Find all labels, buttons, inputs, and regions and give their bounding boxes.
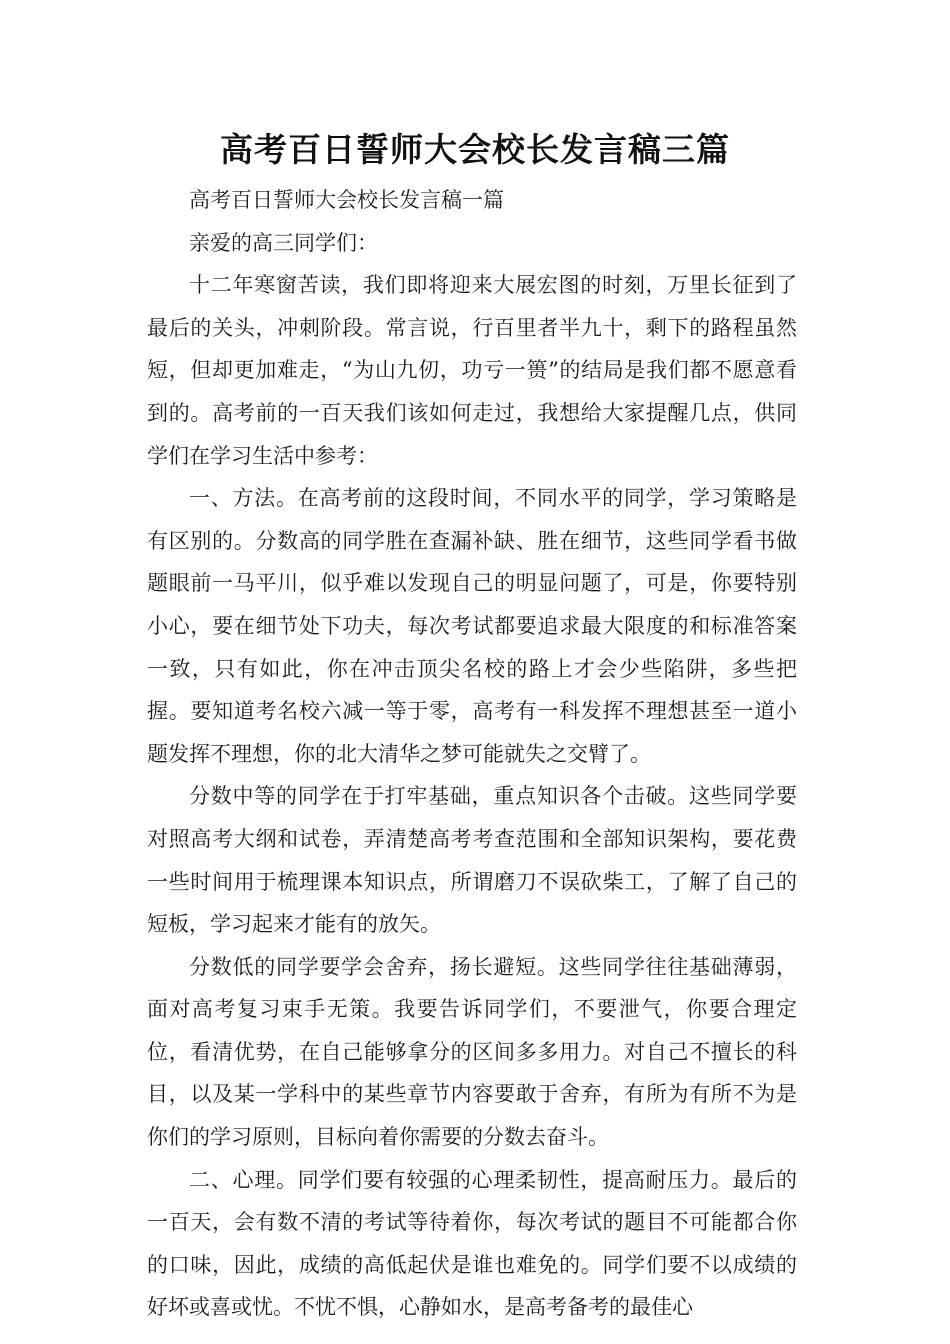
subtitle-paragraph: 高考百日誓师大会校长发言稿一篇 (189, 188, 504, 212)
body-paragraph: 二、心理。同学们要有较强的心理柔韧性，提高耐压力。最后的一百天，会有数不清的考试等待着你，每次考试的题目不可能都合你的口味，因此，成绩的高低起伏是谁也难免的。同学们要不以成绩的好坏或喜或忧。不忧不惧，心静如水，是高考备考的最佳心 (147, 1167, 797, 1320)
document-title: 高考百日誓师大会校长发言稿三篇 (220, 130, 730, 169)
body-paragraph: 分数中等的同学在于打牢基础，重点知识各个击破。这些同学要对照高考大纲和试卷，弄清楚高考考查范围和全部知识架构，要花费一些时间用于梳理课本知识点，所谓磨刀不误砍柴工，了解了自己的短板，学习起来才能有的放矢。 (147, 784, 797, 937)
salutation-paragraph: 亲爱的高三同学们： (189, 230, 378, 255)
body-paragraph: 十二年寒窗苦读，我们即将迎来大展宏图的时刻，万里长征到了最后的关头，冲刺阶段。常言说，行百里者半九十，剩下的路程虽然短，但却更加难走，“为山九仞，功亏一篑”的结局是我们都不愿意看到的。高考前的一百天我们该如何走过，我想给大家提醒几点，供同学们在学习生活中参考： (147, 273, 797, 468)
document-body (147, 179, 797, 1329)
body-paragraph: 一、方法。在高考前的这段时间，不同水平的同学，学习策略是有区别的。分数高的同学胜在查漏补缺、胜在细节，这些同学看书做题眼前一马平川，似乎难以发现自己的明显问题了，可是，你要特别小心，要在细节处下功夫，每次考试都要追求最大限度的和标准答案一致，只有如此，你在冲击顶尖名校的路上才会少些陷阱，多些把握。要知道考名校六减一等于零，高考有一科发挥不理想甚至一道小题发挥不理想，你的北大清华之梦可能就失之交臂了。 (147, 486, 797, 766)
body-paragraph: 分数低的同学要学会舍弃，扬长避短。这些同学往往基础薄弱，面对高考复习束手无策。我要告诉同学们，不要泄气，你要合理定位，看清优势，在自己能够拿分的区间多多用力。对自己不擅长的科目，以及某一学科中的某些章节内容要敢于舍弃，有所为有所不为是你们的学习原则，目标向着你需要的分数去奋斗。 (147, 954, 797, 1150)
